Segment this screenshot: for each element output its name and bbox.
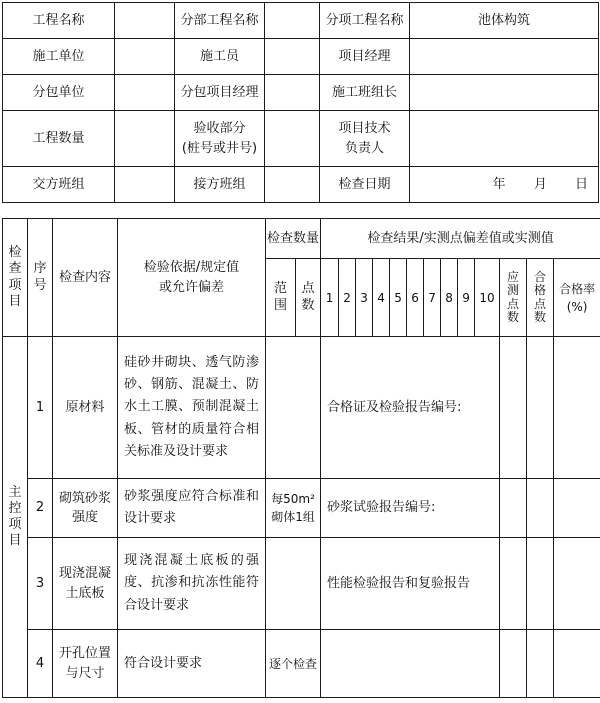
main-items-label-text: 主控项目	[8, 484, 22, 549]
date-month: 月	[533, 176, 547, 192]
worker-label: 施工员	[175, 39, 265, 75]
row-pass-points[interactable]	[527, 630, 554, 698]
worker-value[interactable]	[265, 39, 320, 75]
table-row	[3, 479, 600, 538]
main-items-label	[3, 337, 28, 698]
project-name-label: 工程名称	[3, 3, 115, 39]
row-result[interactable]	[321, 630, 500, 698]
date-day: 日	[574, 176, 588, 192]
col-seq-text: 序号	[33, 261, 47, 293]
date-year: 年	[492, 176, 506, 192]
row-seq: 1	[28, 337, 53, 479]
col-pass-rate-line1: 合格率	[559, 281, 596, 296]
point-number-3: 3	[356, 259, 373, 337]
header-info-table	[2, 2, 599, 203]
row-pass-rate[interactable]	[554, 538, 600, 630]
sub-pm-label: 分包项目经理	[175, 75, 265, 111]
point-number-4: 4	[373, 259, 390, 337]
col-pass-points	[527, 259, 554, 337]
row-pass-rate[interactable]	[554, 337, 600, 479]
col-should-points-text: 应测点数	[507, 270, 520, 324]
row-basis: 符合设计要求	[118, 630, 266, 698]
col-pass-points-text: 合格点数	[534, 270, 547, 324]
row-pass-rate[interactable]	[554, 479, 600, 538]
handover-label: 交方班组	[3, 167, 115, 203]
table-row	[3, 538, 600, 630]
subitem-label: 分项工程名称	[320, 3, 410, 39]
row-result[interactable]: 砂浆试验报告编号:	[321, 479, 500, 538]
point-number-9: 9	[458, 259, 475, 337]
col-check-item-text: 检查项目	[8, 245, 22, 309]
team-leader-label: 施工班组长	[320, 75, 410, 111]
col-range	[266, 259, 296, 337]
quantity-label: 工程数量	[3, 111, 115, 167]
point-number-1: 1	[321, 259, 339, 337]
row-should-points[interactable]	[500, 337, 527, 479]
col-points-text: 点数	[301, 281, 315, 313]
col-pass-rate	[554, 259, 600, 337]
col-basis	[118, 219, 266, 337]
tech-lead-line2: 负责人	[344, 140, 384, 156]
row-result[interactable]: 性能检验报告和复验报告	[321, 538, 500, 630]
inspection-table	[2, 218, 600, 698]
team-leader-value[interactable]	[410, 75, 599, 111]
row-basis: 硅砂井砌块、透气防渗砂、钢筋、混凝土、防水土工膜、预制混凝土板、管材的质量符合相关标准及设计要求	[118, 337, 266, 479]
pm-label: 项目经理	[320, 39, 410, 75]
col-basis-line1: 检验依据/规定值	[143, 260, 240, 275]
row-range[interactable]	[266, 337, 321, 479]
row-content: 现浇混凝土底板	[53, 538, 118, 630]
row-content: 砌筑砂浆强度	[53, 479, 118, 538]
quantity-value[interactable]	[115, 111, 175, 167]
col-range-text: 范围	[274, 281, 288, 313]
pm-value[interactable]	[410, 39, 599, 75]
row-content: 开孔位置与尺寸	[53, 630, 118, 698]
point-number-6: 6	[407, 259, 424, 337]
point-number-10: 10	[475, 259, 500, 337]
row-pass-points[interactable]	[527, 337, 554, 479]
row-seq: 3	[28, 538, 53, 630]
col-content: 检查内容	[53, 219, 118, 337]
row-pass-rate[interactable]	[554, 630, 600, 698]
tech-lead-line1: 项目技术	[338, 121, 391, 136]
date-value[interactable]	[410, 167, 599, 203]
point-number-8: 8	[441, 259, 458, 337]
row-result[interactable]: 合格证及检验报告编号:	[321, 337, 500, 479]
col-results: 检查结果/实测点偏差值或实测值	[321, 219, 600, 259]
contractor-value[interactable]	[115, 39, 175, 75]
accept-part-label	[175, 111, 265, 167]
row-pass-points[interactable]	[527, 538, 554, 630]
col-quantity: 检查数量	[266, 219, 321, 259]
row-seq: 4	[28, 630, 53, 698]
accept-part-value[interactable]	[265, 111, 320, 167]
row-basis: 砂浆强度应符合标准和设计要求	[118, 479, 266, 538]
row-range[interactable]: 逐个检查	[266, 630, 321, 698]
row-content: 原材料	[53, 337, 118, 479]
col-points	[296, 259, 321, 337]
point-number-7: 7	[424, 259, 441, 337]
tech-lead-value[interactable]	[410, 111, 599, 167]
col-basis-line2: 或允许偏差	[158, 279, 224, 295]
point-number-2: 2	[339, 259, 356, 337]
row-basis: 现浇混凝土底板的强度、抗渗和抗冻性能符合设计要求	[118, 538, 266, 630]
receiver-label: 接方班组	[175, 167, 265, 203]
project-name-value[interactable]	[115, 3, 175, 39]
col-check-item	[3, 219, 28, 337]
receiver-value[interactable]	[265, 167, 320, 203]
row-seq: 2	[28, 479, 53, 538]
col-seq	[28, 219, 53, 337]
contractor-label: 施工单位	[3, 39, 115, 75]
row-should-points[interactable]	[500, 538, 527, 630]
row-range[interactable]: 每50m² 砌体1组	[266, 479, 321, 538]
handover-value[interactable]	[115, 167, 175, 203]
table-row	[3, 630, 600, 698]
division-value[interactable]	[265, 3, 320, 39]
table-row	[3, 337, 600, 479]
tech-lead-label	[320, 111, 410, 167]
sub-pm-value[interactable]	[265, 75, 320, 111]
row-should-points[interactable]	[500, 630, 527, 698]
subitem-value: 池体构筑	[410, 3, 599, 39]
accept-part-line1: 验收部分	[193, 121, 246, 136]
division-label: 分部工程名称	[175, 3, 265, 39]
row-should-points[interactable]	[500, 479, 527, 538]
row-range[interactable]	[266, 538, 321, 630]
accept-part-line2: (桩号或井号)	[181, 140, 258, 156]
point-number-5: 5	[390, 259, 407, 337]
row-pass-points[interactable]	[527, 479, 554, 538]
col-pass-rate-line2: (%)	[566, 299, 588, 314]
col-should-points	[500, 259, 527, 337]
date-label: 检查日期	[320, 167, 410, 203]
subcontractor-label: 分包单位	[3, 75, 115, 111]
subcontractor-value[interactable]	[115, 75, 175, 111]
